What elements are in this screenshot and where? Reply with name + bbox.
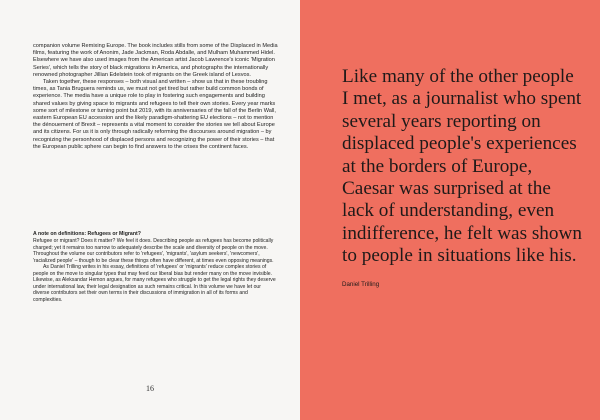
body-paragraph: Taken together, these responses – both visual and written – show us that in these troubling times, as Tania Bruguera reminds us, we must not get tired but rather build common bonds of experience. The media have a unique role to play in fostering such engagements and building shared values by giving space to migrants and refugees to tell their own stories. Every year marks some sort of milestone or turning point but 2019, with its anniversaries of the fall of the Berlin Wall, eastern European EU accession and the likely paradigm-shattering EU elections – not to mention the dénouement of Brexit – represents a vital moment to consider the stories we tell about Europe and its citizens. For us it is only through radically reforming the discourses around migration – by recognizing the personhood of displaced persons and recognizing the power of their stories – that the European public sphere can begin to find answers to the crises the continent faces. xyxy=(33,79,276,150)
note-paragraph: Refugee or migrant? Does it matter? We feel it does. Describing people as refugees has become politically charged; yet it remains too narrow to adequately describe the scale and diversity of people on the move. Throughout the volume our contributors refer to 'refugees', 'migrants', 'asylum seekers', 'newcomers', 'racialized people' – though to be clear these things often have different, at times even opposing meanings. xyxy=(33,238,274,264)
body-text xyxy=(33,43,278,151)
page-number: 16 xyxy=(146,384,154,393)
note-paragraph: As Daniel Trilling writes in his essay, definitions of 'refugees' or 'migrants' reduce complex stories of people on the move to singular types that may feed our liberal bias but render many on the move invisible. Likewise, as Aleksandar Hemon argues, for many refugees who struggle to get the legal rights they deserve under international law, their legal designation as such remains critical. In this volume we have let our diverse contributors set their own terms in their discussions of immigration in all of its forms and complexities. xyxy=(33,264,276,303)
body-paragraph: companion volume Remixing Europe. The book includes stills from some of the Displaced in Media films, featuring the work of Anonim, Jade Jackman, Roda Abdalle, and Mulham Muhammed Hidel. Elsewhere we have also used images from the American artist Jacob Lawrence's iconic 'Migration Series', which tells the story of black migrations in America, and photographs the internationally renowned photographer Jillian Edelstein took of migrants on the Greek island of Lesvos. xyxy=(33,43,278,78)
note-text xyxy=(33,238,278,303)
pull-quote: Like many of the other people I met, as a journalist who spent several years reporting on displaced people's experiences at the borders of Europe, Caesar was surprised at the lack of understanding, even indifference, he felt was shown to people in situations like his. xyxy=(342,66,582,267)
note-heading: A note on definitions: Refugees or Migrant? xyxy=(33,231,141,237)
quote-attribution: Daniel Trilling xyxy=(342,281,380,288)
